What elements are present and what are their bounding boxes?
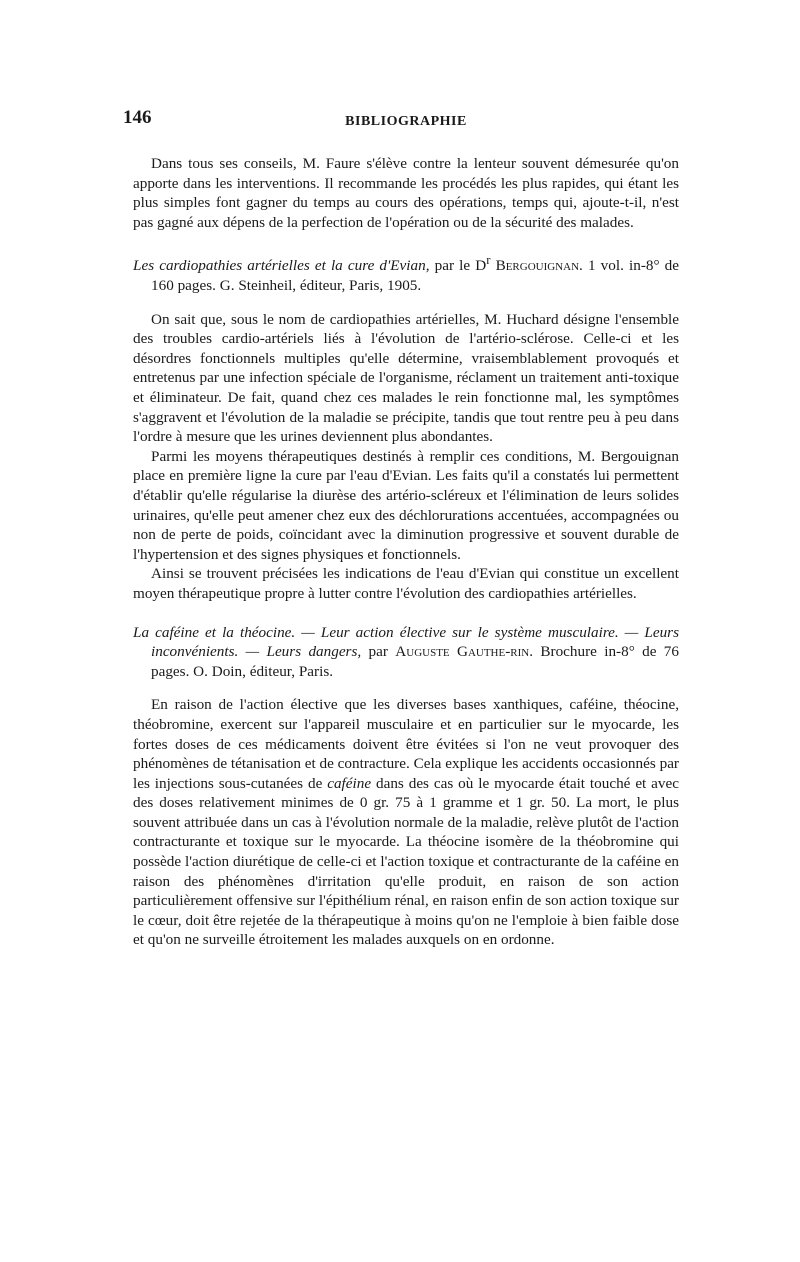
page-number: 146: [123, 107, 152, 128]
page-header: [123, 107, 679, 138]
review-paragraph: [133, 695, 679, 950]
bibliography-entry-evian: [133, 251, 679, 603]
entry-review: [133, 310, 679, 604]
entry-title: La caféine et la théocine. — Leur action élective sur le système musculaire. — Leurs inconvénients. — Leurs dangers,: [133, 623, 679, 661]
review-paragraph: Ainsi se trouvent précisées les indications de l'eau d'Evian qui constitue un excellent moyen thérapeutique propre à lutter contre l'évolution des cardiopathies artérielles.: [133, 565, 679, 602]
entry-author: Auguste Gauthe-rin.: [395, 643, 534, 661]
entry-dr-superscript: r: [486, 253, 491, 268]
review-text: En raison de l'action élective que les diverses bases xanthiques, caféine, théocine, théobromine, exercent sur l'appareil musculaire et en particulier sur le myocarde, les fortes doses de ces médicaments doivent être évitées si l'on ne veut provoquer des phénomènes de tétanisation et de contracture. Cela explique les accidents occasionnés par les injections sous-cutanées de: [133, 696, 679, 792]
entry-details: Brochure in-8° de 76 pages. O. Doin, éditeur, Paris.: [151, 643, 679, 680]
entry-author: Bergouignan.: [495, 257, 583, 275]
book-page: [123, 107, 680, 950]
entry-by: par le D: [429, 257, 487, 275]
bibliography-entry-cafeine: [133, 623, 679, 951]
entry-review: [133, 695, 679, 950]
entry-citation: [133, 251, 679, 295]
review-emphasis: caféine: [327, 774, 372, 792]
intro-paragraph: Dans tous ses conseils, M. Faure s'élève contre la lenteur souvent démesurée qu'on apporte dans les interventions. Il recommande les procédés les plus rapides, qui étant les plus simples font gagner du temps au cours des opérations, temps qui, ajoute-t-il, n'est pas gagné aux dépens de la perfection de l'opération ou de la sécurité des malades.: [133, 155, 679, 231]
review-paragraph: Parmi les moyens thérapeutiques destinés à remplir ces conditions, M. Bergouignan place en première ligne la cure par l'eau d'Evian. Les faits qu'il a constatés lui permettent d'établir qu'elle régularise la diurèse des artério-scléreux et l'élimination de leurs solides urinaires, qu'elle peut amener chez eux des déchlorurations accentuées, accompagnées ou non de perte de poids, coïncidant avec la diminution progressive et souvent durable de l'hypertension et des signes physiques et fonctionnels.: [133, 447, 679, 563]
entry-title: Les cardiopathies artérielles et la cure d'Evian,: [133, 257, 430, 275]
entry-by: par: [361, 643, 396, 661]
entry-citation: [133, 623, 679, 682]
review-paragraph: On sait que, sous le nom de cardiopathies artérielles, M. Huchard désigne l'ensemble des troubles cardio-artériels liés à l'évolution de l'artério-sclérose. Celle-ci et les désordres fonctionnels multiples qu'elle détermine, vraisemblablement provoqués et entretenus par une infection spéciale de l'organisme, réclament un traitement anti-toxique et éliminateur. De fait, quand chez ces malades le rein fonctionne mal, les symptômes s'aggravent et l'évolution de la maladie se précipite, tandis que tout rentre peu à peu dans l'ordre à mesure que les urines deviennent plus abondantes.: [133, 310, 679, 446]
entry-details: 1 vol. in-8° de 160 pages. G. Steinheil, éditeur, Paris, 1905.: [151, 257, 680, 295]
running-head: BIBLIOGRAPHIE: [345, 114, 467, 129]
review-text: dans des cas où le myocarde était touché et avec des doses relativement minimes de 0 gr. 75 à 1 gramme et 1 gr. 50. La mort, le plus souvent attribuée dans un cas à l'évolution normale de la maladie, relève plutôt de l'action contracturante et toxique sur le myocarde. La théocine isomère de la théobromine qui possède l'action diurétique de celle-ci et l'action toxique et contracturante de la caféine en raison des phénomènes d'irritation qu'elle produit, en raison de son action particulièrement offensive sur l'épithélium rénal, en raison enfin de son action toxique sur le cœur, doit être rejetée de la thérapeutique à moins qu'on ne l'emploie à bien faible dose et qu'on ne surveille étroitement les malades auxquels on en ordonne.: [133, 774, 679, 949]
